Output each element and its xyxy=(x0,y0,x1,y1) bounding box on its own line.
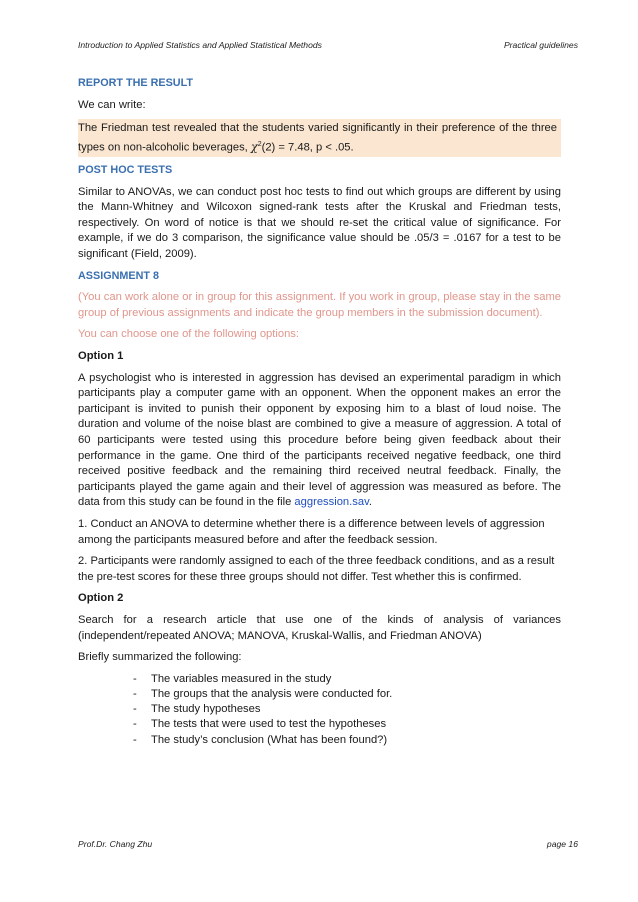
footer-page-number: page 16 xyxy=(546,839,578,849)
report-highlight xyxy=(78,119,561,157)
footer-author: Prof.Dr. Chang Zhu xyxy=(78,839,153,849)
list-item xyxy=(133,702,561,717)
list-item xyxy=(133,733,561,748)
header-course-title: Introduction to Applied Statistics and Applied Statistical Methods xyxy=(78,40,322,50)
option2-summary-intro: Briefly summarized the following: xyxy=(78,651,242,664)
list-item-text: The tests that were used to test the hypotheses xyxy=(151,718,387,731)
list-item xyxy=(133,672,561,687)
aggression-file-link[interactable]: aggression.sav xyxy=(294,496,369,509)
option2-description: Search for a research article that use one of the kinds of analysis of variances (independent/repeated ANOVA; MANOVA, Kruskal-Wallis, and Friedman ANOVA) xyxy=(78,613,561,642)
dash-bullet: - xyxy=(133,703,137,716)
option1-text: A psychologist who is interested in aggression has devised an experimental paradigm in which participants play a computer game with an opponent. When the opponent makes an error the participant is invited to punish their opponent by exposing him to a blast of loud noise. The duration and volume of the noise blast are combined to give a measure of aggression. A total of 60 participants were tested using this procedure before being given feedback about their performance in the game. One third of the participants received negative feedback, one third received positive feedback and the remaining third received neutral feedback. Finally, the participants played the game again and their level of aggression was measured as before. The data from this study can be found in the file xyxy=(78,371,561,509)
header-section-title: Practical guidelines xyxy=(503,40,578,50)
report-highlight-text: The Friedman test revealed that the students varied significantly in their preference of the three types on non-alcoholic beverages, xyxy=(78,122,557,154)
option1-description xyxy=(78,371,561,511)
list-item-text: The study’s conclusion (What has been found?) xyxy=(151,733,388,746)
option1-question-2: 2. Participants were randomly assigned to each of the three feedback conditions, and as a result the pre-test scores for these three groups should not differ. Test whether this is confirmed. xyxy=(78,555,555,583)
dash-bullet: - xyxy=(133,687,137,700)
report-intro: We can write: xyxy=(78,98,146,111)
report-highlight-stat: (2) = 7.48, p < .05. xyxy=(261,141,354,154)
chi-square-superscript: 2 xyxy=(257,140,262,148)
page-header xyxy=(78,40,578,50)
posthoc-text: Similar to ANOVAs, we can conduct post hoc tests to find out which groups are different by using the Mann-Whitney and Wilcoxon signed-rank tests after the Kruskal and Friedman tests, respectively. On word of notice is that we should re-set the critical value of significance. For example, if we do 3 comparison, the significance value should be .05/3 = .0167 for a test to be significant (Field, 2009). xyxy=(78,185,561,261)
assignment-choose: You can choose one of the following options: xyxy=(78,328,300,341)
assignment-heading: ASSIGNMENT 8 xyxy=(78,269,159,282)
option1-question-1: 1. Conduct an ANOVA to determine whether there is a difference between levels of aggression among the participants measured before and after the feedback session. xyxy=(78,517,545,546)
option1-text-end: . xyxy=(368,496,372,509)
assignment-note: (You can work alone or in group for this assignment. If you work in group, please stay in the same group of previous assignments and indicate the group members in the submission document). xyxy=(78,291,561,319)
page-content xyxy=(78,76,561,748)
dash-bullet: - xyxy=(133,733,137,746)
posthoc-heading: POST HOC TESTS xyxy=(78,164,173,177)
list-item xyxy=(133,687,561,702)
list-item-text: The groups that the analysis were conducted for. xyxy=(151,687,393,700)
list-item xyxy=(133,717,561,732)
report-heading: REPORT THE RESULT xyxy=(78,77,193,89)
summary-list xyxy=(78,672,561,748)
list-item-text: The variables measured in the study xyxy=(151,672,332,685)
chi-square-symbol: χ xyxy=(250,140,258,154)
dash-bullet: - xyxy=(133,672,137,685)
page-footer xyxy=(78,839,578,849)
dash-bullet: - xyxy=(133,718,137,731)
option1-title: Option 1 xyxy=(78,350,124,363)
option2-title: Option 2 xyxy=(78,592,124,605)
list-item-text: The study hypotheses xyxy=(151,703,261,716)
